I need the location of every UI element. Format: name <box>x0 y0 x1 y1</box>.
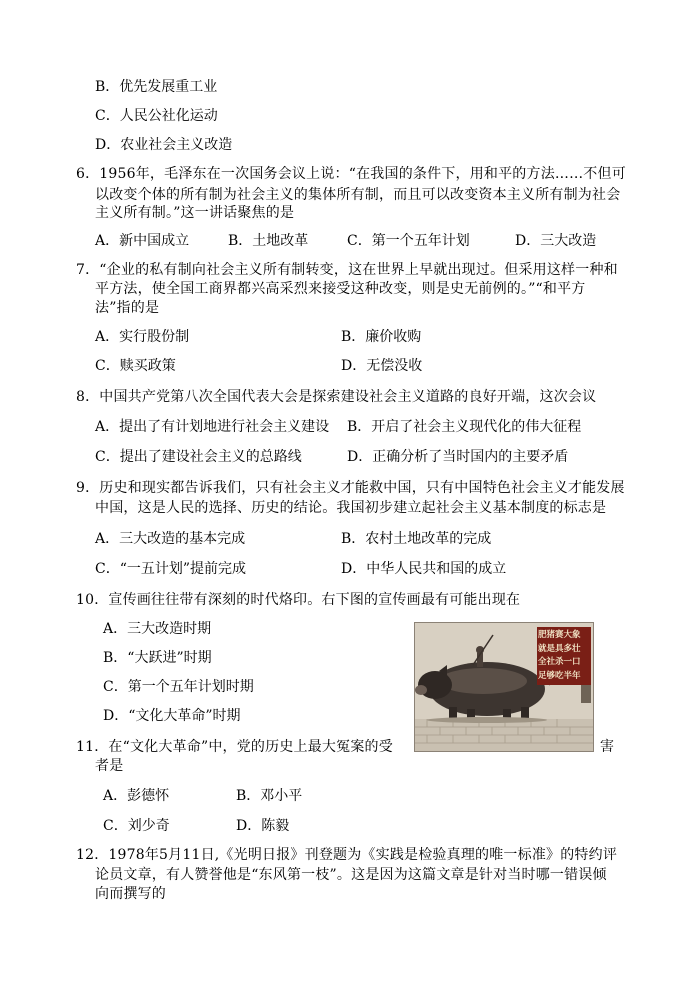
option-d: D．无偿没收 <box>341 358 423 374</box>
option-c: C．提出了建设社会主义的总路线 <box>95 449 302 465</box>
poster-slogan-line: 就是具多壮 <box>538 643 581 654</box>
question-text-line: 9．历史和现实都告诉我们，只有社会主义才能救中国，只有中国特色社会主义才能发展 <box>76 480 625 496</box>
option-b: B．农村土地改革的完成 <box>341 531 492 547</box>
poster-slogan <box>538 629 590 683</box>
option-a: A．提出了有计划地进行社会主义建设 <box>95 419 330 435</box>
option-c: C．赎买政策 <box>95 358 176 374</box>
option-a: A．实行股份制 <box>95 329 190 345</box>
question-text-line: 6．1956年，毛泽东在一次国务会议上说：“在我国的条件下，用和平的方法……不但可 <box>76 166 626 182</box>
option-b: B．开启了社会主义现代化的伟大征程 <box>347 419 582 435</box>
question-text-line: 平方法，使全国工商界都兴高采烈来接受这种改变，则是史无前例的。”“和平方 <box>95 281 586 297</box>
poster-slogan-line: 肥猪赛大象 <box>538 630 581 640</box>
option-d: D．陈毅 <box>236 818 290 834</box>
option-a: A．三大改造时期 <box>103 621 212 637</box>
option-b: B．“大跃进”时期 <box>103 650 212 666</box>
option-b: B．优先发展重工业 <box>95 79 218 95</box>
question-text-line: 向而撰写的 <box>95 886 166 902</box>
option-b: B．廉价收购 <box>341 329 422 345</box>
option-a: A．新中国成立 <box>95 233 190 249</box>
poster-slogan-line: 全社杀一口 <box>538 657 581 667</box>
option-b: B．土地改革 <box>228 233 309 249</box>
option-d: D．正确分析了当时国内的主要矛盾 <box>347 449 569 465</box>
poster-slogan-line: 足够吃半年 <box>538 670 581 681</box>
option-c: C．第一个五年计划 <box>347 233 470 249</box>
question-text-fragment: 害 <box>600 739 615 755</box>
question-text-line: 11．在“文化大革命”中，党的历史上最大冤案的受 <box>76 739 393 755</box>
option-c: C．刘少奇 <box>103 818 170 834</box>
question-text-line: 12．1978年5月11日,《光明日报》刊登题为《实践是检验真理的唯一标准》的特约评 <box>76 847 618 863</box>
question-text-line: 论员文章，有人赞誉他是“东风第一枝”。这是因为这篇文章是针对当时哪一错误倾 <box>95 867 607 883</box>
option-c: C．“一五计划”提前完成 <box>95 561 247 577</box>
propaganda-poster-image <box>414 622 594 752</box>
question-text-line: 法”指的是 <box>95 300 160 316</box>
question-text-line: 7．“企业的私有制向社会主义所有制转变，这在世界上早就出现过。但采用这样一种和 <box>76 262 618 278</box>
question-text-line: 主义所有制。”这一讲话聚焦的是 <box>95 205 295 221</box>
option-a: A．彭德怀 <box>103 788 170 804</box>
question-text-line: 中国，这是人民的选择、历史的结论。我国初步建立起社会主义基本制度的标志是 <box>95 500 607 516</box>
option-d: D．三大改造 <box>515 233 597 249</box>
question-text-line: 10．宣传画往往带有深刻的时代烙印。右下图的宣传画最有可能出现在 <box>76 592 521 608</box>
option-b: B．邓小平 <box>236 788 303 804</box>
option-a: A．三大改造的基本完成 <box>95 531 246 547</box>
option-d: D．“文化大革命”时期 <box>103 708 241 724</box>
question-text-line: 者是 <box>95 758 124 774</box>
option-d: D．农业社会主义改造 <box>95 137 233 153</box>
option-c: C．第一个五年计划时期 <box>103 679 254 695</box>
option-d: D．中华人民共和国的成立 <box>341 561 507 577</box>
question-text-line: 以改变个体的所有制为社会主义的集体所有制，而且可以改变资本主义所有制为社会 <box>95 187 621 203</box>
option-c: C．人民公社化运动 <box>95 108 218 124</box>
question-text-line: 8．中国共产党第八次全国代表大会是探索建设社会主义道路的良好开端，这次会议 <box>76 389 597 405</box>
